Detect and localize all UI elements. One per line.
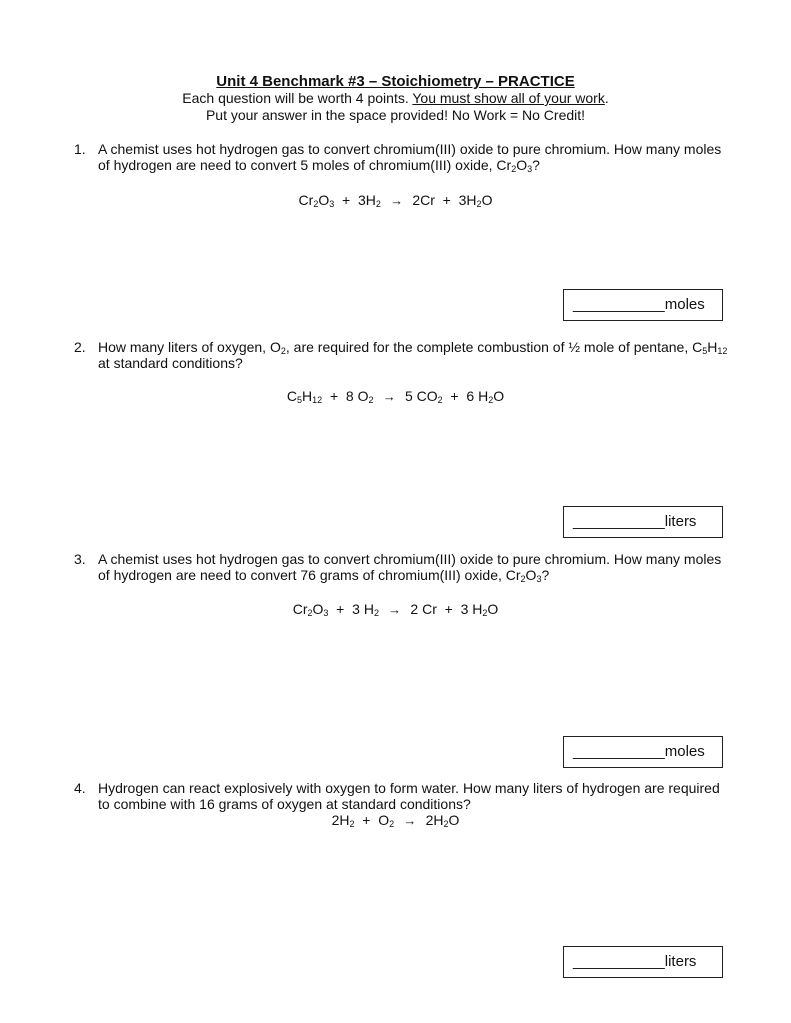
equation-term: 2Cr + 3H: [412, 192, 477, 208]
answer-box-1[interactable]: [563, 289, 723, 321]
question-1: [74, 141, 734, 173]
question-text-part: O: [516, 157, 528, 173]
question-text-part: at standard conditions?: [98, 355, 243, 371]
equation-term: + 6 H: [442, 388, 489, 404]
equation-term: 2 Cr + 3 H: [410, 601, 483, 617]
answer-box-3[interactable]: [563, 736, 723, 768]
equation-2: [0, 388, 791, 404]
instructions-suffix: .: [604, 90, 609, 106]
equation-term: + 3 H: [328, 601, 374, 617]
answer-blank: ___________: [573, 513, 665, 530]
subscript: 2: [437, 395, 443, 405]
equation-term: + 3H: [334, 192, 376, 208]
question-number: 2.: [74, 339, 86, 355]
equation-term: H: [302, 388, 313, 404]
page-title: Unit 4 Benchmark #3 – Stoichiometry – PRACTICE: [216, 73, 575, 90]
subscript: 5: [297, 395, 303, 405]
answer-box-4[interactable]: [563, 946, 723, 978]
equation-term: O: [493, 388, 505, 404]
subscript: 2: [511, 164, 517, 174]
equation-1: [0, 192, 791, 208]
question-text-part: , are required for the complete combustion of ½ mole of pentane, C: [285, 339, 703, 355]
subscript: 2: [375, 199, 381, 209]
question-text-part: A chemist uses hot hydrogen gas to convert chromium(III) oxide to pure chromium. How many moles of hydrogen are need to convert 5 moles of chromium(III) oxide, Cr: [98, 141, 722, 173]
equation-term: C: [286, 388, 298, 404]
question-text-part: A chemist uses hot hydrogen gas to convert chromium(III) oxide to pure chromium. How many moles of hydrogen are need to convert 76 grams of chromium(III) oxide, Cr: [98, 551, 722, 583]
equation-term: O: [312, 601, 324, 617]
answer-unit: moles: [664, 296, 705, 313]
subscript: 2: [373, 608, 379, 618]
answer-unit: moles: [664, 743, 705, 760]
subscript: 2: [488, 395, 494, 405]
subscript: 2: [307, 608, 313, 618]
subscript: 2: [520, 574, 526, 584]
subscript: 2: [280, 346, 286, 356]
equation-term: O: [448, 812, 460, 828]
equation-term: + 8 O: [322, 388, 369, 404]
equation-term: O: [487, 601, 499, 617]
answer-unit: liters: [664, 513, 697, 530]
subscript: 2: [349, 819, 355, 829]
question-3: [74, 551, 734, 583]
subscript: 3: [329, 199, 335, 209]
equation-term: Cr: [292, 601, 308, 617]
equation-4: [0, 812, 791, 828]
instructions-emphasis: You must show all of your work: [412, 90, 605, 106]
instructions-line-1: [0, 90, 791, 107]
page-header: [0, 73, 791, 124]
question-text-part: How many liters of oxygen, O: [98, 339, 281, 355]
question-text-part: O: [525, 567, 537, 583]
question-4: [74, 780, 734, 812]
answer-blank: ___________: [573, 296, 665, 313]
subscript: 2: [389, 819, 395, 829]
instructions-line-2: Put your answer in the space provided! No Work = No Credit!: [205, 107, 586, 123]
equation-term: Cr: [298, 192, 314, 208]
subscript: 2: [443, 819, 449, 829]
question-number: 1.: [74, 141, 86, 157]
answer-blank: ___________: [573, 743, 665, 760]
subscript: 3: [527, 164, 533, 174]
equation-3: [0, 601, 791, 617]
equation-term: 5 CO: [404, 388, 438, 404]
subscript: 2: [313, 199, 319, 209]
equation-term: 2H: [331, 812, 350, 828]
equation-term: + O: [354, 812, 390, 828]
question-text-part: ?: [541, 567, 550, 583]
equation-term: 2H: [425, 812, 444, 828]
question-text-part: ?: [532, 157, 540, 173]
equation-term: O: [318, 192, 330, 208]
question-2: [74, 339, 734, 371]
answer-blank: ___________: [573, 953, 665, 970]
subscript: 2: [368, 395, 374, 405]
subscript: 5: [702, 346, 708, 356]
question-number: 4.: [74, 780, 86, 796]
question-text-part: H: [707, 339, 718, 355]
subscript: 3: [323, 608, 329, 618]
subscript: 3: [536, 574, 542, 584]
instructions-prefix: Each question will be worth 4 points.: [182, 90, 413, 106]
equation-term: O: [481, 192, 493, 208]
subscript: 2: [476, 199, 482, 209]
answer-unit: liters: [664, 953, 697, 970]
reaction-arrow-icon: →: [380, 602, 409, 617]
subscript: 12: [312, 395, 323, 405]
answer-box-2[interactable]: [563, 506, 723, 538]
question-text: [98, 339, 734, 371]
reaction-arrow-icon: →: [396, 813, 424, 828]
question-number: 3.: [74, 551, 86, 567]
question-text: Hydrogen can react explosively with oxygen to form water. How many liters of hydrogen are required to combine with 16 grams of oxygen at standard conditions?: [98, 780, 720, 812]
subscript: 2: [482, 608, 488, 618]
reaction-arrow-icon: →: [375, 389, 403, 404]
subscript: 12: [717, 346, 728, 356]
question-text: [98, 551, 734, 583]
question-text: [98, 141, 734, 173]
reaction-arrow-icon: →: [382, 193, 411, 208]
